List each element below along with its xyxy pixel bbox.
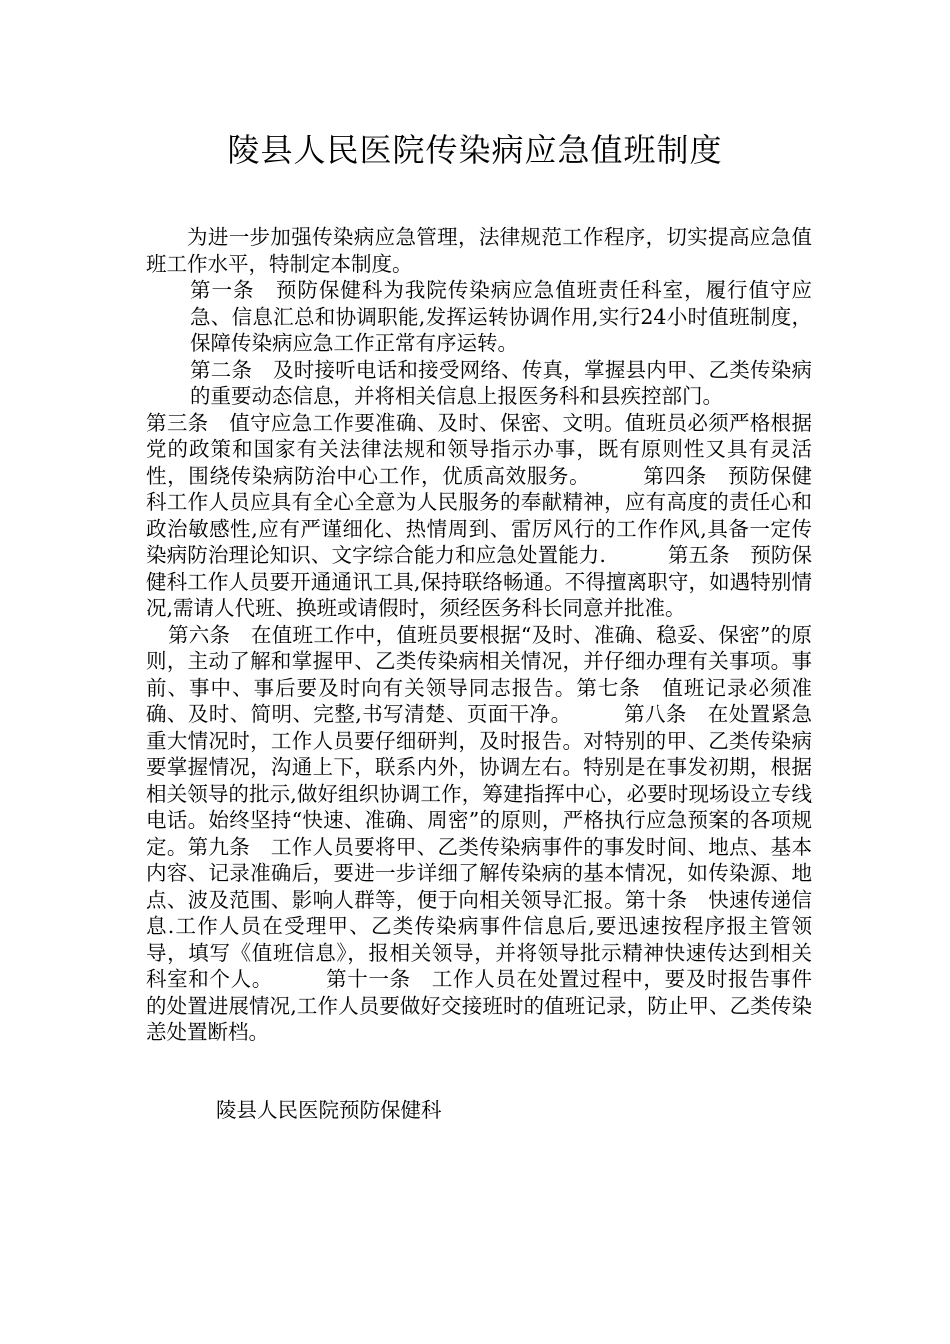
signature-department: 陵县人民医院预防保健科 [216, 1098, 442, 1122]
articles-6-to-11-paragraph: 第六条 在值班工作中，值班员要根据“及时、准确、稳妥、保密”的原则，主动了解和掌握甲、乙类传染病相关情况，并仔细办理有关事项。事前、事中、事后要及时向有关领导同志报告。第七条 值班记录必须准确、及时、简明、完整,书写清楚、页面干净。 第八条 在处置紧急重大情况时，工作人员要仔细研判，及时报告。对特别的甲、乙类传染病要掌握情况，沟通上下，联系内外，协调左右。特别是在事发初期，根据相关领导的批示,做好组织协调工作，筹建指挥中心，必要时现场设立专线电话。始终坚持“快速、准确、周密”的原则，严格执行应急预案的各项规定。第九条 工作人员要将甲、乙类传染病事件的事发时间、地点、基本内容、记录准确后，要进一步详细了解传染病的基本情况，如传染源、地点、波及范围、影响人群等，便于向相关领导汇报。第十条 快速传递信息.工作人员在受理甲、乙类传染病事件信息后,要迅速按程序报主管领导，填写《值班信息》，报相关领导，并将领导批示精神快速传达到相关科室和个人。 第十一条 工作人员在处置过程中，要及时报告事件的处置进展情况,工作人员要做好交接班时的值班记录，防止甲、乙类传染恙处置断档。 [146, 622, 812, 1044]
article-2-paragraph: 第二条 及时接听电话和接受网络、传真，掌握县内甲、乙类传染病的重要动态信息，并将相关信息上报医务科和县疾控部门。 [190, 357, 812, 408]
document-title: 陵县人民医院传染病应急值班制度 [227, 131, 723, 169]
articles-3-to-5-paragraph: 第三条 值守应急工作要准确、及时、保密、文明。值班员必须严格根据党的政策和国家有关法律法规和领导指示办事，既有原则性又具有灵活性，围绕传染病防治中心工作，优质高效服务。 第四条 预防保健科工作人员应具有全心全意为人民服务的奉献精神，应有高度的责任心和政治敏感性,应有严谨细化、热情周到、雷厉风行的工作作风,具备一定传染病防治理论知识、文字综合能力和应急处置能力. 第五条 预防保健科工作人员要开通通讯工具,保持联络畅通。不得擅离职守，如遇特别情况,需请人代班、换班或请假时，须经医务科长同意并批准。 [146, 410, 812, 620]
document-body [146, 224, 812, 1046]
article-1-paragraph: 第一条 预防保健科为我院传染病应急值班责任科室，履行值守应急、信息汇总和协调职能,发挥运转协调作用,实行24小时值班制度，保障传染病应急工作正常有序运转。 [190, 278, 812, 355]
intro-paragraph: 为进一步加强传染病应急管理，法律规范工作程序，切实提高应急值班工作水平，特制定本制度。 [146, 225, 812, 276]
